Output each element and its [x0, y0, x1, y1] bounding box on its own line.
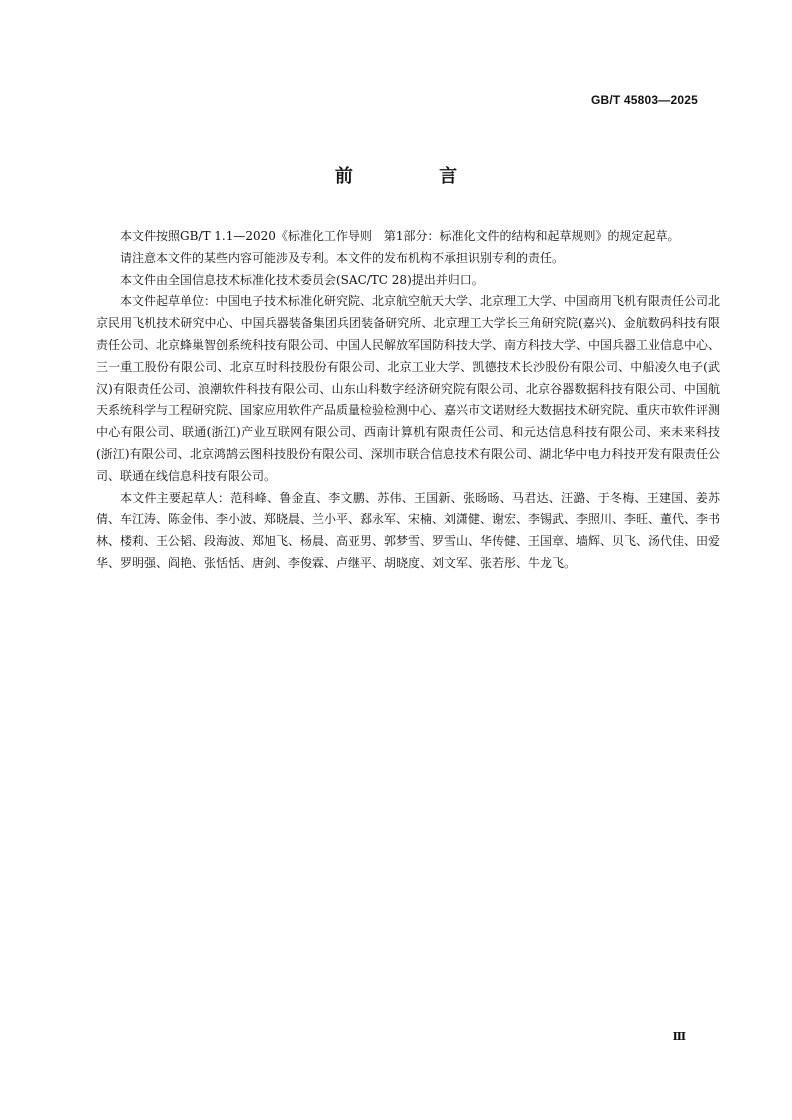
- standard-number: GB/T 45803—2025: [590, 93, 698, 107]
- paragraph-drafters: 本文件主要起草人：范科峰、鲁金直、李文鹏、苏伟、王国新、张旸旸、马君达、汪潞、于冬梅、王建国、姜苏倩、车江涛、陈金伟、李小波、郑晓晨、兰小平、郄永军、宋楠、刘潇健、谢宏、李锡武、李照川、李旺、董代、李书林、楼莉、王公韬、段海波、郑旭飞、杨晨、高亚男、郭梦雪、罗雪山、华传健、王国章、墙辉、贝飞、汤代佳、田爱华、罗明强、阎艳、张恬恬、唐剑、李俊霖、卢继平、胡晓度、刘文军、张若彤、牛龙飞。: [96, 490, 721, 570]
- paragraph-proposer: 本文件由全国信息技术标准化技术委员会(SAC/TC 28)提出并归口。: [120, 272, 484, 287]
- page-title: 前 言: [334, 166, 498, 187]
- paragraph-drafting-units: 本文件起草单位：中国电子技术标准化研究院、北京航空航天大学、北京理工大学、中国商用飞机有限责任公司北京民用飞机技术研究中心、中国兵器装备集团兵团装备研究所、北京理工大学长三角研究院(嘉兴)、金航数码科技有限责任公司、北京蜂巢智创系统科技有限公司、中国人民解放军国防科技大学、南方科技大学、中国兵器工业信息中心、三一重工股份有限公司、北京互时科技股份有限公司、北京工业大学、凯德技术长沙股份有限公司、中船凌久电子(武汉)有限责任公司、浪潮软件科技有限公司、山东山科数字经济研究院有限公司、北京谷器数据科技有限公司、中国航天系统科学与工程研究院、国家应用软件产品质量检验检测中心、嘉兴市文诺财经大数据技术研究院、重庆市软件评测中心有限公司、联通(浙江)产业互联网有限公司、西南计算机有限责任公司、和元达信息科技有限公司、来未来科技(浙江)有限公司、北京鸿鹄云图科技股份有限公司、深圳市联合信息技术有限公司、湖北华中电力科技开发有限责任公司、联通在线信息科技有限公司。: [96, 294, 721, 483]
- paragraph-drafting-rules: 本文件按照GB/T 1.1—2020《标准化工作导则 第1部分：标准化文件的结构和起草规则》的规定起草。: [120, 229, 680, 243]
- paragraph-patent-notice: 请注意本文件的某些内容可能涉及专利。本文件的发布机构不承担识别专利的责任。: [120, 250, 565, 265]
- page-number: Ⅲ: [672, 1030, 686, 1043]
- document-body: [96, 226, 720, 575]
